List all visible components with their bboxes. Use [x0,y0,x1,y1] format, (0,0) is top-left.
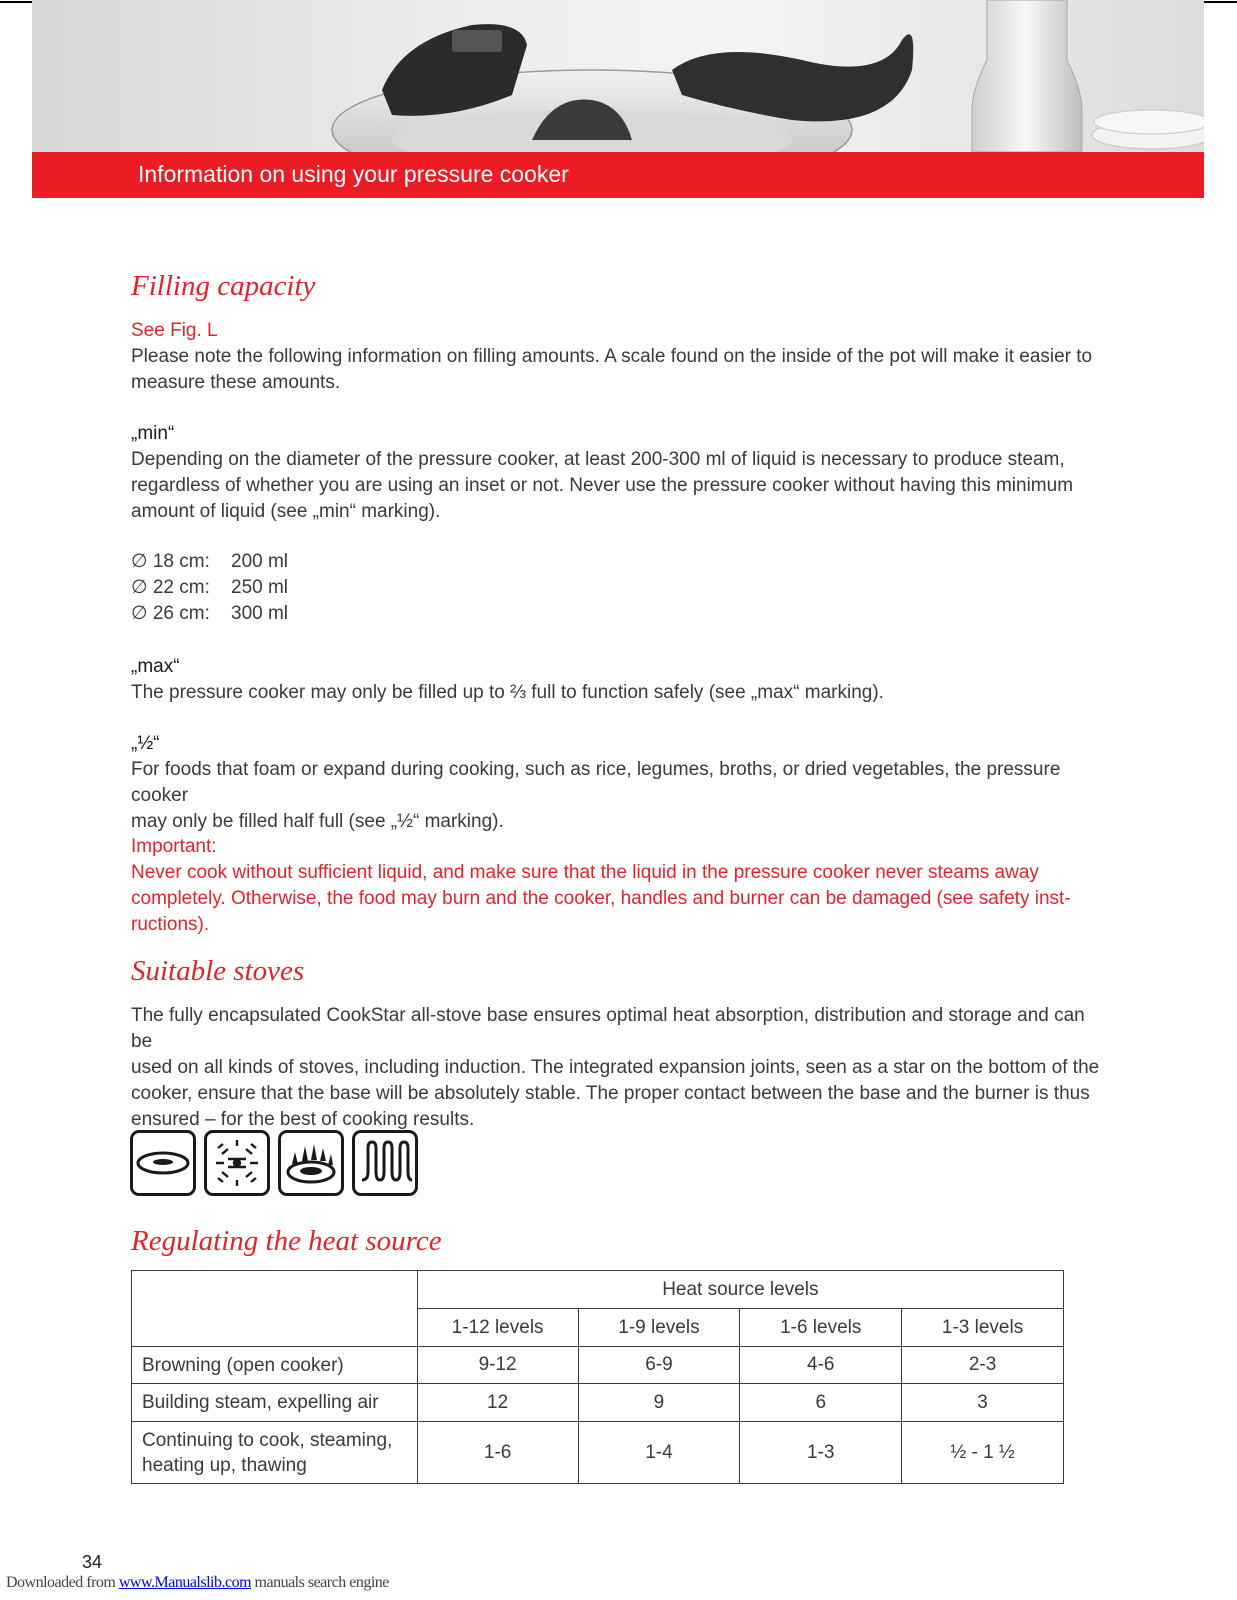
capacity-row [131,601,1111,627]
page-number: 34 [82,1552,103,1572]
table-row-label: Building steam, expelling air [132,1384,418,1422]
table-column-header: 1-3 levels [902,1309,1064,1347]
half-paragraph-line: For foods that foam or expand during cooking, such as rice, legumes, broths, or dried vegetables, the pressure cooker [131,759,1061,806]
electric-hotplate-icon [130,1130,196,1196]
stoves-paragraph [131,1003,1111,1133]
table-cell: 12 [417,1384,578,1422]
footer-suffix: manuals search engine [254,1574,389,1591]
filling-capacity-heading: Filling capacity [131,270,316,302]
capacity-row [131,549,1111,575]
stoves-paragraph-line: cooker, ensure that the base will be absolutely stable. The proper contact between the base and the burner is thus [131,1083,1090,1104]
table-cell: 1-4 [578,1422,740,1484]
capacity-volume: 300 ml [231,603,289,624]
table-cell: 3 [902,1384,1064,1422]
table-cell: 6-9 [578,1347,740,1384]
gas-burner-icon [278,1130,344,1196]
table-cell: 1-3 [740,1422,902,1484]
table-column-header: 1-12 levels [417,1309,578,1347]
table-row-label-line: Continuing to cook, steaming, [142,1429,393,1451]
important-warning [131,860,1111,938]
manualslib-link[interactable]: www.Manualslib.com [118,1574,252,1591]
table-cell: ½ - 1 ½ [902,1422,1064,1484]
max-label: „max“ [131,656,180,677]
capacity-diameter: ∅ 26 cm: [131,603,210,624]
table-header-row [132,1271,1064,1309]
min-paragraph-line: amount of liquid (see „min“ marking). [131,501,441,522]
table-cell: 2-3 [902,1347,1064,1384]
important-warning-line: completely. Otherwise, the food may burn and the cooker, handles and burner can be damaged (see safety inst- [131,888,1071,909]
capacity-volume: 250 ml [231,577,289,598]
table-row-label-line: heating up, thawing [142,1454,307,1476]
hero-photo [32,0,1204,152]
stoves-paragraph-line: The fully encapsulated CookStar all-stove base ensures optimal heat absorption, distribution and storage and can be [131,1005,1085,1052]
stove-icons [130,1130,418,1196]
ceramic-hob-icon [204,1130,270,1196]
see-fig-reference: See Fig. L [131,320,218,341]
stoves-paragraph-line: used on all kinds of stoves, including induction. The integrated expansion joints, seen as a star on the bottom of the [131,1057,1100,1078]
important-warning-line: Never cook without sufficient liquid, and make sure that the liquid in the pressure cooker never steams away [131,862,1039,883]
min-paragraph-line: regardless of whether you are using an inset or not. Never use the pressure cooker without having this minimum [131,475,1074,496]
suitable-stoves-heading: Suitable stoves [131,955,305,987]
table-row [132,1422,1064,1484]
crop-mark-right [1200,1,1237,3]
min-paragraph-line: Depending on the diameter of the pressure cooker, at least 200-300 ml of liquid is necessary to produce steam, [131,449,1065,470]
table-cell: 9-12 [417,1347,578,1384]
half-label: „½“ [131,733,160,754]
crop-mark-left [0,1,34,3]
table-cell: 4-6 [740,1347,902,1384]
capacity-list [131,549,1111,627]
page-title: Information on using your pressure cooker [138,161,569,187]
table-group-header: Heat source levels [417,1271,1063,1309]
table-row-label [132,1422,418,1484]
table-column-header: 1-6 levels [740,1309,902,1347]
table-column-header: 1-9 levels [578,1309,740,1347]
filling-intro-line: Please note the following information on filling amounts. A scale found on the inside of the pot will make it easier to [131,346,1093,367]
table-cell: 1-6 [417,1422,578,1484]
induction-coil-icon [352,1130,418,1196]
min-paragraph [131,447,1111,525]
capacity-volume: 200 ml [231,551,289,572]
table-row-label: Browning (open cooker) [132,1347,418,1384]
capacity-diameter: ∅ 18 cm: [131,551,210,572]
stoves-paragraph-line: ensured – for the best of cooking results. [131,1109,475,1130]
filling-intro-line: measure these amounts. [131,372,341,393]
min-label: „min“ [131,423,175,444]
half-paragraph-line: may only be filled half full (see „½“ marking). [131,811,504,832]
heat-source-heading: Regulating the heat source [131,1225,442,1257]
table-row [132,1347,1064,1384]
table-corner-cell [132,1271,418,1347]
table-cell: 9 [578,1384,740,1422]
table-cell: 6 [740,1384,902,1422]
download-footer [6,1574,389,1592]
footer-prefix: Downloaded from [6,1574,116,1591]
important-label: Important: [131,836,217,857]
heat-levels-table [131,1270,1064,1484]
capacity-row [131,575,1111,601]
important-warning-line: ructions). [131,914,210,935]
half-paragraph [131,757,1111,835]
capacity-diameter: ∅ 22 cm: [131,577,210,598]
max-paragraph: The pressure cooker may only be filled up to ⅔ full to function safely (see „max“ marking). [131,682,884,703]
filling-intro [131,344,1111,396]
table-row [132,1384,1064,1422]
